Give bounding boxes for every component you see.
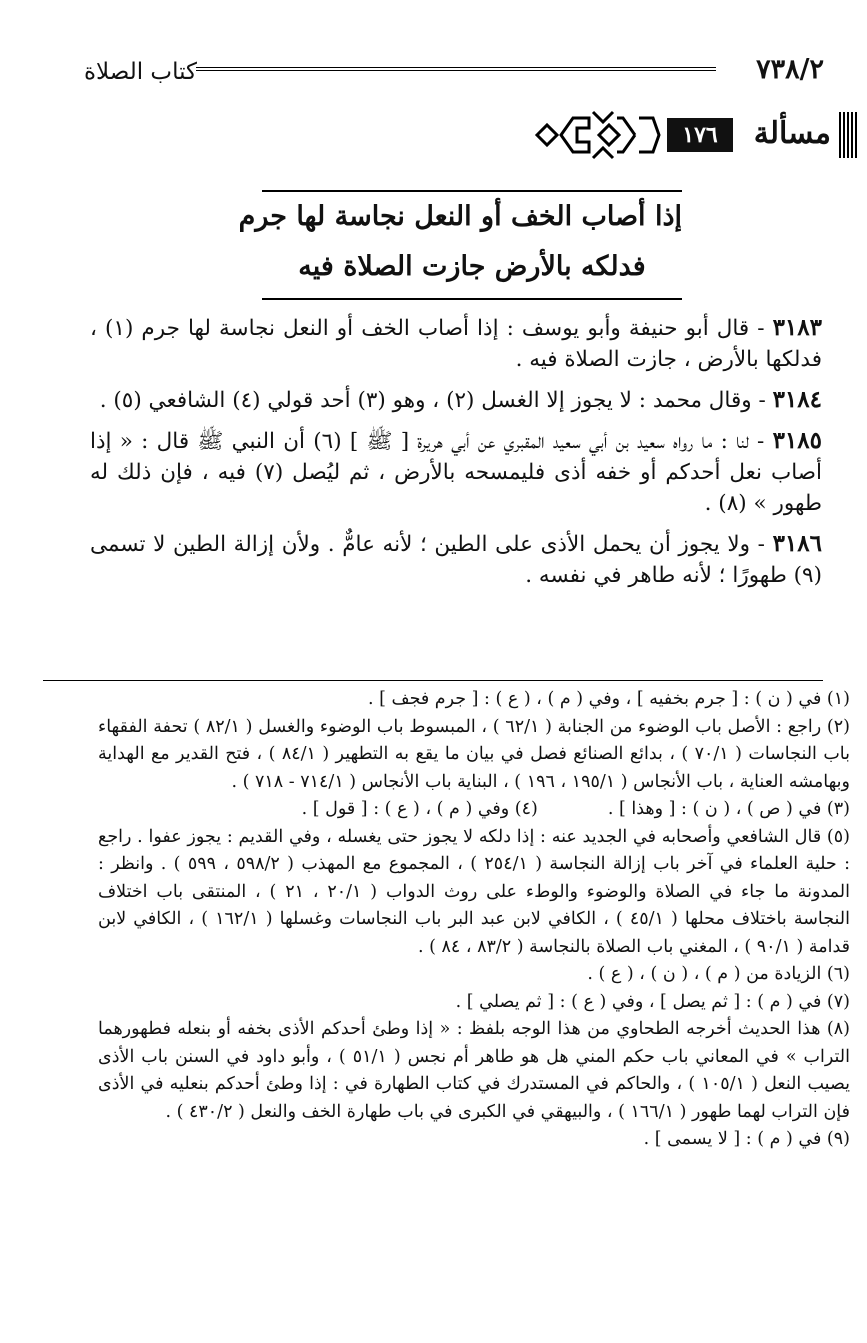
title-line-1: إذا أصاب الخف أو النعل نجاسة لها جرم [238, 201, 682, 232]
footnote-6: (٦) الزيادة من ( م ) ، ( ن ) ، ( ع ) . [587, 964, 850, 984]
masala-label: مسألة [753, 116, 831, 151]
footnote-7: (٧) في ( م ) : [ ثم يصل ] ، وفي ( ع ) : [ ثم يصلي ] . [455, 991, 850, 1012]
arabesque-ornament-icon [533, 108, 663, 162]
paragraph-text: - قال أبو حنيفة وأبو يوسف : إذا أصاب الخف أو النعل نجاسة لها جرم (١) ، فدلكها بالأرض ، جازت الصلاة فيه . [90, 316, 822, 372]
paragraph-3183 [90, 312, 822, 375]
running-header [84, 52, 824, 92]
paragraph-3184 [90, 384, 822, 416]
footnote-3: (٣) في ( ص ) ، ( ن ) : [ وهذا ] . [607, 799, 850, 819]
footnote-5: (٥) قال الشافعي وأصحابه في الجديد عنه : إذا دلكه لا يجوز حتى يغسله ، وفي القديم : يجوز عفوا . راجع : حلية العلماء في آخر باب إزالة النجاسة ( ٢٥٤/١ ) ، المجموع مع المهذب ( ٥٩٨/٢ ، ٥٩٩ ) . وانظر : المدونة ما جاء في الصلاة والوضوء والوطء على روث الدواب ( ٢٠/١ ، ٢١ ) ، المنتقى باب اختلاف النجاسة باختلاف محلها ( ٤٥/١ ) ، الكافي لابن عبد البر باب النجاسات وغسلها ( ١٦٢/١ ) ، الكافي لابن قدامة ( ٩٠/١ ) ، المغني باب الصلاة بالنجاسة ( ٨٣/٢ ، ٨٤ ) . [98, 826, 850, 957]
footnote-1: (١) في ( ن ) : [ جرم بخفيه ] ، وفي ( م ) ، ( ع ) : [ جرم فجف ] . [367, 689, 850, 709]
paragraph-number: ٣١٨٦ [772, 530, 822, 557]
main-text [90, 312, 822, 600]
footnote-9: (٩) في ( م ) : [ لا يسمى ] . [643, 1129, 850, 1149]
footnote-row [98, 796, 850, 824]
footnotes [98, 686, 850, 1154]
footnote-2: (٢) راجع : الأصل باب الوضوء من الجنابة ( ٦٢/١ ) ، المبسوط باب الوضوء والغسل ( ٨٢/١ ) تحفة الفقهاء باب النجاسات ( ٧٠/١ ) ، بدائع الصنائع فصل في بيان ما يقع به التطهير ( ٨٤/١ ) ، فتح القدير مع الهداية وبهامشه العناية ، باب الأنجاس ( ١٩٥/١ ، ١٩٦ ) ، البناية باب الأنجاس ( ٧١٤/١ - ٧١٨ ) . [98, 716, 850, 792]
paragraph-text: - ولا يجوز أن يحمل الأذى على الطين ؛ لأنه عامٌّ . ولأن إزالة الطين لا تسمى (٩) طهورًا ؛ لأنه طاهر في نفسه . [90, 532, 822, 588]
header-divider [196, 67, 716, 71]
paragraph-number: ٣١٨٤ [772, 386, 822, 413]
paragraph-text: - لنا : ما رواه سعيد بن أبي سعيد المقبري عن أبي هريرة [ ﷺ ] (٦) أن النبي ﷺ قال : « إذا أصاب نعل أحدكم أو خفه أذى فليمسحه بالأرض ، ثم ليُصل (٧) فيه ، فإن ذلك له طهور » (٨) . [90, 429, 822, 516]
page-number: ٧٣٨/٢ [756, 54, 824, 85]
footnote-divider [43, 680, 823, 681]
book-title: كتاب الصلاة [84, 59, 197, 85]
paragraph-text: - وقال محمد : لا يجوز إلا الغسل (٢) ، وهو (٣) أحد قولي (٤) الشافعي (٥) . [99, 388, 773, 413]
paragraph-number: ٣١٨٣ [772, 314, 822, 341]
title-line-2: فدلكه بالأرض جازت الصلاة فيه [298, 251, 646, 282]
masala-number: ١٧٦ [667, 118, 733, 152]
bars-ornament-icon [839, 112, 859, 158]
paragraph-3186 [90, 528, 822, 591]
masala-heading [529, 112, 859, 158]
paragraph-number: ٣١٨٥ [772, 427, 822, 454]
footnote-8: (٨) هذا الحديث أخرجه الطحاوي من هذا الوجه بلفظ : « إذا وطئ أحدكم الأذى بخفه أو بنعله فطهورهما التراب » في المعاني باب حكم المني هل هو طاهر أم نجس ( ٥١/١ ) ، وأبو داود في السنن باب الأذى يصيب النعل ( ١٠٥/١ ) ، والحاكم في المستدرك في كتاب الطهارة في : إذا وطئ أحدكم بنعليه في الأذى فإن التراب لهما طهور ( ١٦٦/١ ) ، والبيهقي في الكبرى في باب طهارة الخف والنعل ( ٤٣٠/٢ ) . [98, 1019, 850, 1122]
footnote-4: (٤) وفي ( م ) ، ( ع ) : [ قول ] . [301, 799, 538, 819]
issue-title [238, 190, 682, 300]
paragraph-3185 [90, 425, 822, 519]
